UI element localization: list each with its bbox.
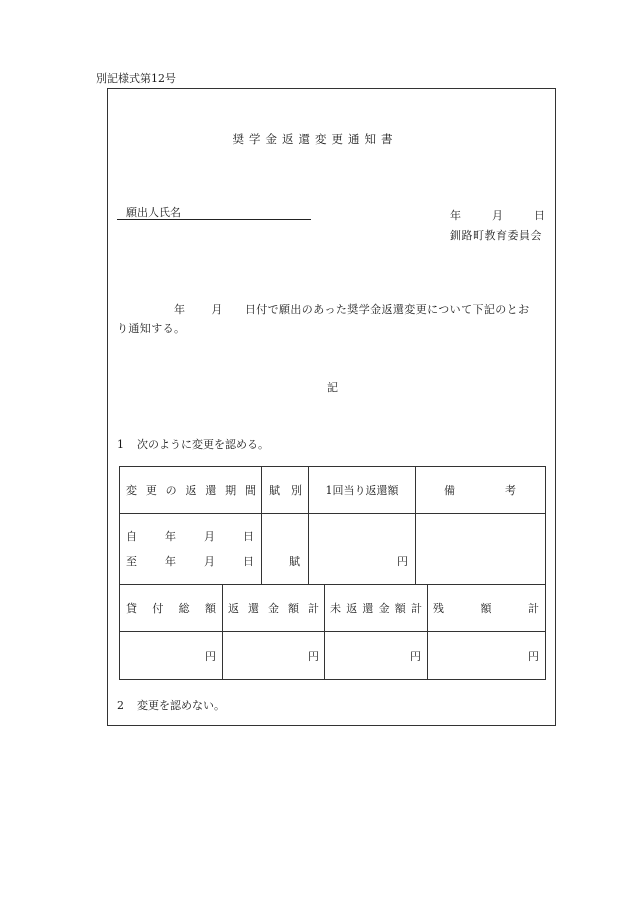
item-approve-number: 1: [117, 438, 124, 451]
header-installment-type: 賦 別: [269, 484, 302, 497]
item-approve: [117, 436, 269, 452]
header-change-period: 変 更 の 返 還 期 間: [126, 484, 256, 497]
notice-date: [450, 207, 545, 223]
header-remarks: 備 考: [444, 484, 516, 497]
per-installment-yen: 円: [397, 555, 408, 568]
applicant-name-field: [117, 207, 311, 220]
header-total-loan: 貸 付 総 額: [126, 602, 216, 615]
body-text-line2: り通知する。: [117, 322, 186, 335]
period-to: 至 年 月 日: [126, 555, 254, 568]
notice-body: [117, 300, 553, 338]
item-reject: [117, 697, 225, 713]
body-month: 月: [211, 303, 223, 316]
document-title: 奨学金返還変更通知書: [232, 132, 398, 146]
note-heading: 記: [327, 381, 338, 394]
applicant-name-label: 願出人氏名: [126, 206, 181, 219]
installment-unit: 賦: [289, 555, 300, 568]
repaid-total-yen: 円: [308, 649, 319, 663]
item-approve-text: 次のように変更を認める。: [137, 438, 269, 451]
form-number: 別記様式第12号: [96, 72, 176, 85]
header-remaining-total: 残 額 計: [433, 602, 539, 615]
body-year: 年: [174, 303, 186, 316]
unrepaid-total-yen: 円: [410, 649, 421, 663]
header-per-installment-amount: 1回当り返還額: [325, 484, 399, 497]
remaining-total-yen: 円: [528, 649, 539, 663]
issuer-name: 釧路町教育委員会: [450, 229, 542, 242]
header-repaid-total: 返 還 金 額 計: [228, 602, 319, 615]
body-text-line1: 日付で願出のあった奨学金返還変更について下記のとお: [244, 303, 530, 316]
header-unrepaid-total: 未 返 還 金 額 計: [330, 602, 422, 615]
date-month: 月: [492, 209, 503, 222]
date-year: 年: [450, 209, 461, 222]
total-loan-yen: 円: [205, 649, 216, 663]
item-reject-number: 2: [117, 699, 124, 712]
date-day: 日: [534, 209, 545, 222]
item-reject-text: 変更を認めない。: [137, 699, 225, 712]
period-from: 自 年 月 日: [126, 530, 254, 543]
